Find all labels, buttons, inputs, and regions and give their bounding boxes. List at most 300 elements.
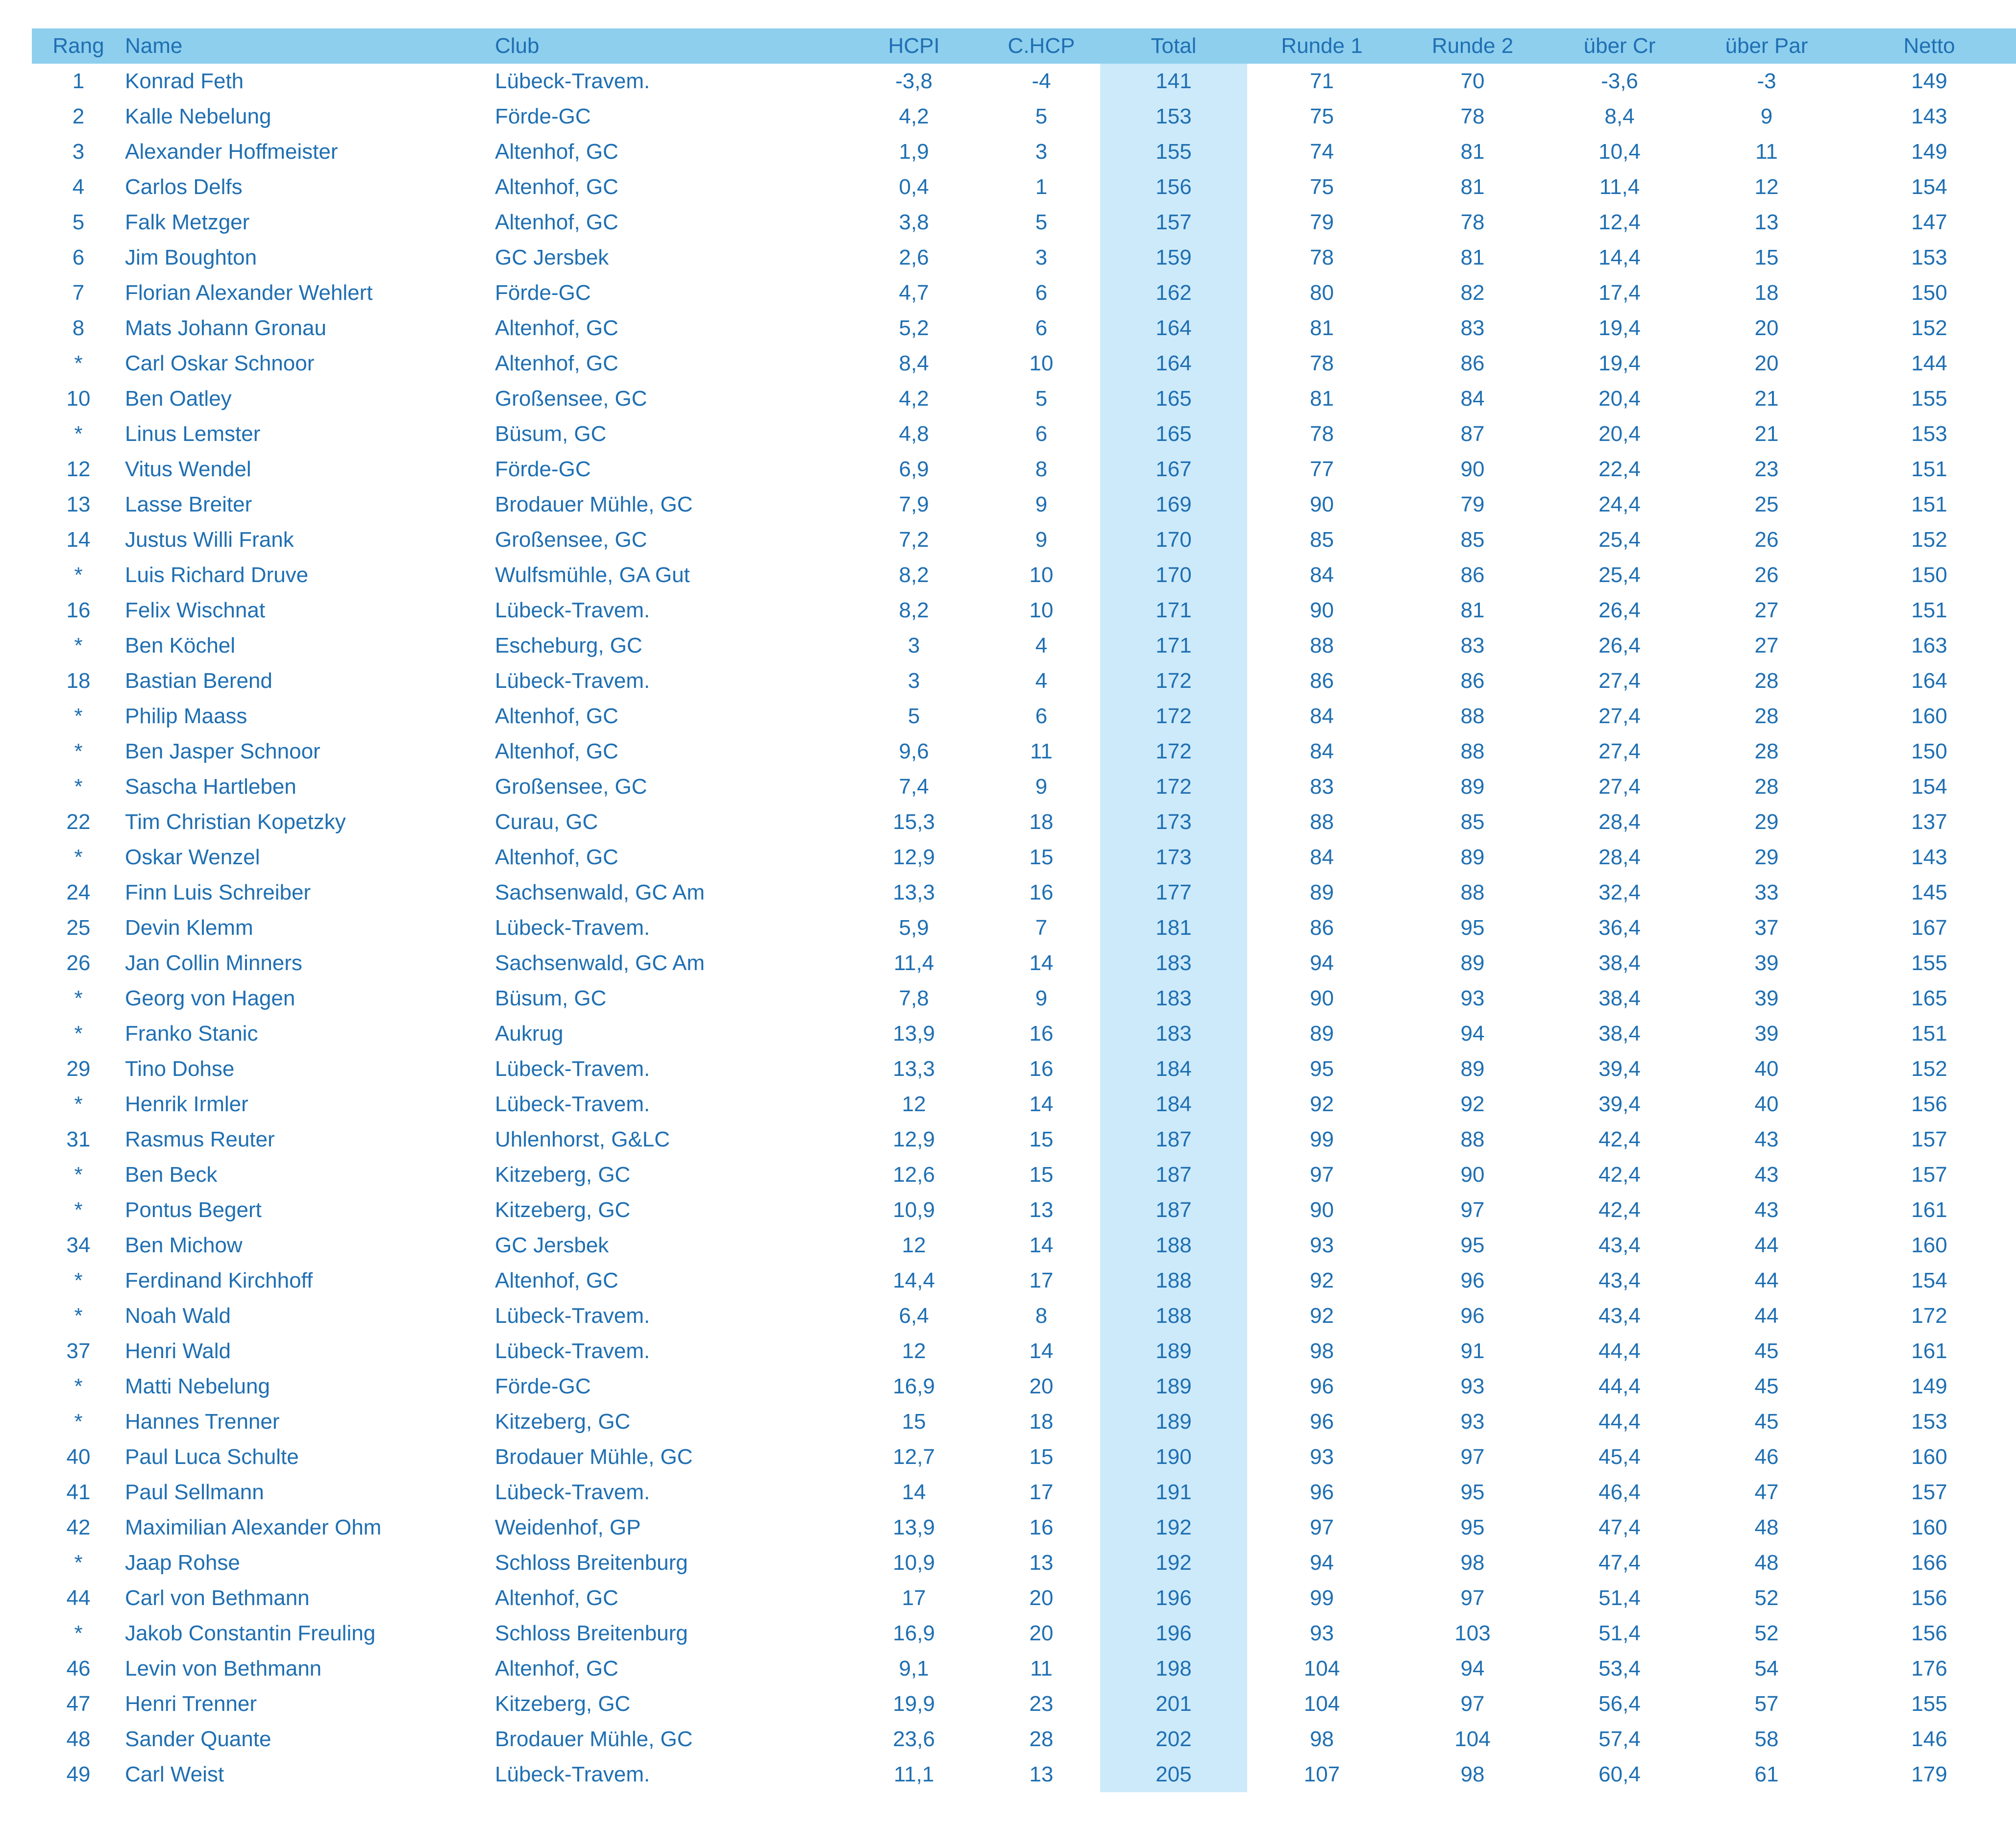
cell-total: 188 [1100,1298,1247,1334]
table-row [32,875,2016,910]
cell-runde2: 89 [1460,951,1485,975]
cell-chcp: 4 [1035,633,1048,658]
cell-rang: 34 [66,1233,91,1257]
cell-ueber-cr: 20,4 [1598,387,1641,411]
cell-ueber-par: 21 [1754,387,1779,411]
cell-total: 165 [1100,381,1247,416]
cell-club: Lübeck-Travem. [495,1480,650,1504]
cell-netto: 153 [1911,1410,1947,1434]
cell-rang: 49 [66,1762,91,1786]
cell-hcpi: 12 [902,1092,926,1116]
cell-rang: 12 [66,457,91,481]
cell-runde2: 82 [1460,281,1485,305]
cell-name: Paul Luca Schulte [125,1445,299,1469]
cell-hcpi: 12,9 [893,845,935,869]
table-row [32,1016,2016,1051]
cell-runde2: 92 [1460,1092,1485,1116]
cell-runde1: 79 [1310,210,1334,234]
cell-runde1: 81 [1310,316,1334,340]
cell-chcp: 15 [1029,1445,1054,1469]
cell-ueber-par: 33 [1754,880,1779,904]
cell-runde2: 81 [1460,175,1485,199]
cell-hcpi: 5,9 [899,916,929,940]
cell-total: 157 [1100,205,1247,240]
cell-chcp: 14 [1029,1339,1054,1363]
cell-ueber-par: 43 [1754,1163,1779,1187]
header-netto: Netto [1903,34,1955,58]
table-row [32,452,2016,487]
cell-runde1: 93 [1310,1233,1334,1257]
cell-ueber-cr: 19,4 [1598,351,1641,375]
cell-name: Luis Richard Druve [125,563,309,587]
cell-hcpi: 5 [908,704,920,728]
cell-ueber-par: 40 [1754,1057,1779,1081]
table-row [32,416,2016,452]
cell-hcpi: 16,9 [893,1374,935,1398]
cell-rang: 10 [66,387,91,411]
cell-club: Weidenhof, GP [495,1515,641,1539]
cell-runde1: 92 [1310,1092,1334,1116]
table-row [32,1193,2016,1228]
table-row [32,311,2016,346]
cell-ueber-cr: 43,4 [1598,1233,1641,1257]
cell-ueber-cr: 43,4 [1598,1268,1641,1292]
cell-name: Pontus Begert [125,1198,262,1222]
cell-runde2: 98 [1460,1551,1485,1575]
cell-chcp: 18 [1029,810,1054,834]
cell-total: 165 [1100,416,1247,452]
cell-name: Rasmus Reuter [125,1127,275,1151]
table-row [32,593,2016,628]
cell-name: Kalle Nebelung [125,104,271,128]
cell-ueber-par: 52 [1754,1621,1779,1645]
cell-club: Lübeck-Travem. [495,1057,650,1081]
cell-ueber-par: 44 [1754,1233,1779,1257]
cell-rang: * [74,739,83,763]
table-row [32,1087,2016,1122]
cell-runde1: 74 [1310,140,1334,164]
cell-total: 184 [1100,1051,1247,1087]
cell-runde1: 89 [1310,1022,1334,1046]
table-row [32,981,2016,1016]
cell-netto: 156 [1911,1586,1947,1610]
cell-rang: 5 [72,210,85,234]
table-row [32,1298,2016,1334]
cell-rang: 22 [66,810,91,834]
cell-total: 164 [1100,311,1247,346]
table-row [32,1228,2016,1263]
cell-ueber-cr: 25,4 [1598,528,1641,552]
table-row [32,1545,2016,1581]
cell-netto: 150 [1911,281,1947,305]
cell-total: 187 [1100,1157,1247,1193]
cell-club: Großensee, GC [495,528,647,552]
cell-club: Förde-GC [495,104,591,128]
cell-rang: * [74,1022,83,1046]
cell-hcpi: 15 [902,1410,926,1434]
cell-ueber-par: 18 [1754,281,1779,305]
cell-chcp: 5 [1035,104,1048,128]
cell-ueber-cr: 19,4 [1598,316,1641,340]
cell-chcp: 6 [1035,422,1048,446]
cell-club: Lübeck-Travem. [495,916,650,940]
cell-netto: 157 [1911,1163,1947,1187]
cell-runde1: 78 [1310,245,1334,269]
cell-ueber-cr: 47,4 [1598,1515,1641,1539]
cell-ueber-cr: 17,4 [1598,281,1641,305]
cell-name: Vitus Wendel [125,457,251,481]
cell-netto: 150 [1911,739,1947,763]
cell-rang: * [74,1410,83,1434]
cell-chcp: 16 [1029,1022,1054,1046]
cell-chcp: 13 [1029,1551,1054,1575]
cell-chcp: 15 [1029,845,1054,869]
cell-runde1: 97 [1310,1163,1334,1187]
cell-rang: * [74,351,83,375]
cell-club: Curau, GC [495,810,598,834]
cell-ueber-par: 15 [1754,245,1779,269]
cell-total: 187 [1100,1193,1247,1228]
cell-total: 183 [1100,946,1247,981]
cell-total: 172 [1100,734,1247,769]
cell-total: 189 [1100,1404,1247,1439]
cell-name: Justus Willi Frank [125,528,294,552]
cell-netto: 157 [1911,1480,1947,1504]
cell-name: Alexander Hoffmeister [125,140,338,164]
cell-total: 196 [1100,1616,1247,1651]
cell-hcpi: 9,6 [899,739,929,763]
cell-ueber-cr: 20,4 [1598,422,1641,446]
cell-hcpi: 1,9 [899,140,929,164]
cell-runde1: 98 [1310,1727,1334,1751]
cell-ueber-cr: 44,4 [1598,1410,1641,1434]
cell-total: 198 [1100,1651,1247,1686]
cell-hcpi: 10,9 [893,1198,935,1222]
cell-netto: 143 [1911,104,1947,128]
cell-runde1: 83 [1310,775,1334,799]
cell-chcp: 6 [1035,281,1048,305]
cell-ueber-cr: 47,4 [1598,1551,1641,1575]
cell-rang: * [74,1163,83,1187]
cell-runde2: 90 [1460,457,1485,481]
cell-hcpi: 6,4 [899,1304,929,1328]
cell-chcp: 4 [1035,669,1048,693]
cell-ueber-par: 29 [1754,810,1779,834]
cell-chcp: 11 [1030,1656,1053,1681]
cell-hcpi: 6,9 [899,457,929,481]
cell-ueber-cr: 38,4 [1598,951,1641,975]
table-row [32,910,2016,946]
cell-club: Lübeck-Travem. [495,69,650,93]
cell-netto: 153 [1911,245,1947,269]
cell-club: Großensee, GC [495,775,647,799]
cell-hcpi: 12,7 [893,1445,935,1469]
cell-runde1: 90 [1310,1198,1334,1222]
cell-name: Carlos Delfs [125,175,243,199]
cell-chcp: 15 [1029,1163,1054,1187]
table-row [32,381,2016,416]
cell-club: Sachsenwald, GC Am [495,880,705,904]
cell-club: Förde-GC [495,281,591,305]
cell-netto: 161 [1911,1339,1947,1363]
cell-club: Brodauer Mühle, GC [495,1445,693,1469]
cell-hcpi: 8,4 [899,351,929,375]
cell-runde2: 88 [1460,1127,1485,1151]
cell-name: Henrik Irmler [125,1092,248,1116]
cell-name: Ben Beck [125,1163,218,1187]
cell-total: 170 [1100,522,1247,558]
table-row [32,1475,2016,1510]
cell-ueber-cr: 57,4 [1598,1727,1641,1751]
header-hcpi: HCPI [888,34,940,58]
table-row [32,1686,2016,1722]
cell-netto: 151 [1911,492,1947,516]
cell-ueber-cr: 39,4 [1598,1092,1641,1116]
cell-runde1: 93 [1310,1445,1334,1469]
cell-hcpi: 3,8 [899,210,929,234]
cell-runde2: 97 [1460,1692,1485,1716]
cell-ueber-cr: 45,4 [1598,1445,1641,1469]
table-row [32,1263,2016,1298]
cell-rang: * [74,563,83,587]
cell-runde2: 70 [1460,69,1485,93]
cell-netto: 152 [1911,1057,1947,1081]
cell-rang: 44 [66,1586,91,1610]
cell-name: Linus Lemster [125,422,261,446]
cell-ueber-par: 20 [1754,351,1779,375]
cell-runde1: 85 [1310,528,1334,552]
cell-ueber-cr: 46,4 [1598,1480,1641,1504]
cell-runde1: 89 [1310,880,1334,904]
cell-hcpi: 14,4 [893,1268,935,1292]
cell-netto: 149 [1911,1374,1947,1398]
cell-runde2: 85 [1460,528,1485,552]
cell-club: Altenhof, GC [495,140,618,164]
cell-runde1: 80 [1310,281,1334,305]
cell-ueber-par: 29 [1754,845,1779,869]
cell-runde1: 97 [1310,1515,1334,1539]
cell-rang: 2 [72,104,85,128]
cell-runde1: 81 [1310,387,1334,411]
cell-ueber-par: 12 [1754,175,1779,199]
cell-total: 177 [1100,875,1247,910]
cell-total: 196 [1100,1581,1247,1616]
cell-runde1: 95 [1310,1057,1334,1081]
cell-netto: 155 [1911,387,1947,411]
cell-ueber-cr: 14,4 [1598,245,1641,269]
cell-chcp: 6 [1035,316,1048,340]
cell-runde2: 96 [1460,1268,1485,1292]
cell-club: Lübeck-Travem. [495,598,650,622]
cell-runde1: 104 [1303,1656,1340,1681]
table-row [32,734,2016,769]
cell-chcp: 23 [1029,1692,1054,1716]
cell-ueber-cr: 38,4 [1598,986,1641,1010]
header-chcp: C.HCP [1008,34,1075,58]
cell-chcp: 13 [1029,1198,1054,1222]
table-row [32,170,2016,205]
cell-club: GC Jersbek [495,245,609,269]
cell-hcpi: 19,9 [893,1692,935,1716]
cell-ueber-cr: 27,4 [1598,739,1641,763]
cell-runde2: 97 [1460,1586,1485,1610]
cell-netto: 166 [1911,1551,1947,1575]
table-row [32,1051,2016,1087]
cell-netto: 149 [1911,140,1947,164]
cell-club: Altenhof, GC [495,175,618,199]
cell-total: 171 [1100,593,1247,628]
cell-ueber-cr: 42,4 [1598,1198,1641,1222]
cell-chcp: 8 [1035,457,1048,481]
cell-netto: 160 [1911,1445,1947,1469]
cell-name: Sascha Hartleben [125,775,296,799]
cell-chcp: 15 [1029,1127,1054,1151]
cell-name: Tino Dohse [125,1057,235,1081]
cell-hcpi: 9,1 [899,1656,929,1681]
cell-hcpi: 4,2 [899,387,929,411]
cell-ueber-cr: 26,4 [1598,598,1641,622]
table-row [32,628,2016,663]
cell-name: Carl Oskar Schnoor [125,351,315,375]
table-row [32,275,2016,311]
cell-netto: 152 [1911,528,1947,552]
table-row [32,487,2016,522]
table-row [32,1651,2016,1686]
cell-club: Schloss Breitenburg [495,1621,688,1645]
cell-runde1: 86 [1310,916,1334,940]
cell-ueber-cr: 28,4 [1598,810,1641,834]
cell-hcpi: 11,4 [893,951,934,975]
header-ueber-par: über Par [1725,34,1808,58]
cell-ueber-cr: 53,4 [1598,1656,1641,1681]
cell-runde1: 78 [1310,351,1334,375]
table-row [32,1581,2016,1616]
cell-ueber-cr: 60,4 [1598,1762,1641,1786]
cell-total: 155 [1100,134,1247,170]
cell-ueber-par: 39 [1754,1022,1779,1046]
cell-runde1: 96 [1310,1410,1334,1434]
cell-ueber-par: 23 [1754,457,1779,481]
cell-netto: 154 [1911,1268,1947,1292]
cell-ueber-cr: 51,4 [1598,1586,1641,1610]
cell-runde2: 86 [1460,669,1485,693]
cell-ueber-cr: 27,4 [1598,775,1641,799]
cell-chcp: 3 [1035,245,1048,269]
cell-club: Förde-GC [495,457,591,481]
cell-chcp: 17 [1029,1268,1054,1292]
cell-netto: 151 [1911,457,1947,481]
cell-total: 156 [1100,170,1247,205]
cell-chcp: 6 [1035,704,1048,728]
cell-name: Jakob Constantin Freuling [125,1621,376,1645]
cell-ueber-par: 25 [1754,492,1779,516]
cell-ueber-par: 28 [1754,739,1779,763]
cell-rang: 47 [66,1692,91,1716]
cell-total: 190 [1100,1439,1247,1475]
cell-chcp: 28 [1029,1727,1054,1751]
cell-chcp: 9 [1035,775,1048,799]
cell-ueber-cr: 44,4 [1598,1339,1641,1363]
cell-total: 170 [1100,558,1247,593]
cell-club: Altenhof, GC [495,1656,618,1681]
table-row [32,769,2016,804]
cell-club: Schloss Breitenburg [495,1551,688,1575]
cell-rang: 1 [72,69,85,93]
cell-name: Bastian Berend [125,669,272,693]
cell-rang: 40 [66,1445,91,1469]
cell-runde2: 86 [1460,563,1485,587]
cell-name: Philip Maass [125,704,247,728]
cell-runde1: 96 [1310,1374,1334,1398]
cell-rang: 24 [66,880,91,904]
table-row [32,99,2016,134]
cell-rang: 42 [66,1515,91,1539]
cell-hcpi: 3 [908,633,920,658]
cell-runde2: 79 [1460,492,1485,516]
cell-chcp: 20 [1029,1621,1054,1645]
cell-name: Lasse Breiter [125,492,252,516]
cell-total: 164 [1100,346,1247,381]
cell-ueber-par: 43 [1754,1198,1779,1222]
cell-netto: 153 [1911,422,1947,446]
cell-rang: 13 [66,492,91,516]
cell-total: 183 [1100,1016,1247,1051]
cell-netto: 172 [1911,1304,1947,1328]
cell-club: Büsum, GC [495,986,607,1010]
table-row [32,240,2016,275]
cell-chcp: 20 [1029,1586,1054,1610]
cell-hcpi: 3 [908,669,920,693]
cell-netto: 164 [1911,669,1947,693]
cell-total: 167 [1100,452,1247,487]
cell-ueber-par: 39 [1754,986,1779,1010]
table-row [32,1722,2016,1757]
cell-ueber-par: 27 [1754,633,1779,658]
cell-chcp: 17 [1029,1480,1054,1504]
cell-runde1: 90 [1310,492,1334,516]
cell-chcp: 14 [1029,1233,1054,1257]
cell-ueber-cr: 26,4 [1598,633,1641,658]
table-row [32,1334,2016,1369]
cell-ueber-cr: 39,4 [1598,1057,1641,1081]
cell-club: Altenhof, GC [495,351,618,375]
cell-ueber-cr: 32,4 [1598,880,1641,904]
cell-hcpi: 16,9 [893,1621,935,1645]
cell-chcp: 16 [1029,880,1054,904]
cell-netto: 156 [1911,1092,1947,1116]
cell-netto: 154 [1911,175,1947,199]
cell-runde1: 94 [1310,951,1334,975]
cell-name: Ben Michow [125,1233,243,1257]
cell-total: 201 [1100,1686,1247,1722]
cell-chcp: -4 [1032,69,1051,93]
cell-rang: * [74,845,83,869]
cell-ueber-cr: 56,4 [1598,1692,1641,1716]
cell-hcpi: 7,4 [899,775,929,799]
cell-club: Kitzeberg, GC [495,1163,631,1187]
cell-hcpi: 13,9 [893,1022,935,1046]
cell-runde1: 92 [1310,1304,1334,1328]
cell-ueber-par: 11 [1755,140,1778,164]
cell-name: Maximilian Alexander Ohm [125,1515,382,1539]
cell-runde1: 99 [1310,1586,1334,1610]
cell-chcp: 1 [1035,175,1048,199]
cell-runde2: 91 [1460,1339,1485,1363]
cell-name: Sander Quante [125,1727,271,1751]
table-body [32,64,2016,1792]
cell-ueber-cr: 11,4 [1599,175,1640,199]
cell-rang: 31 [66,1127,91,1151]
